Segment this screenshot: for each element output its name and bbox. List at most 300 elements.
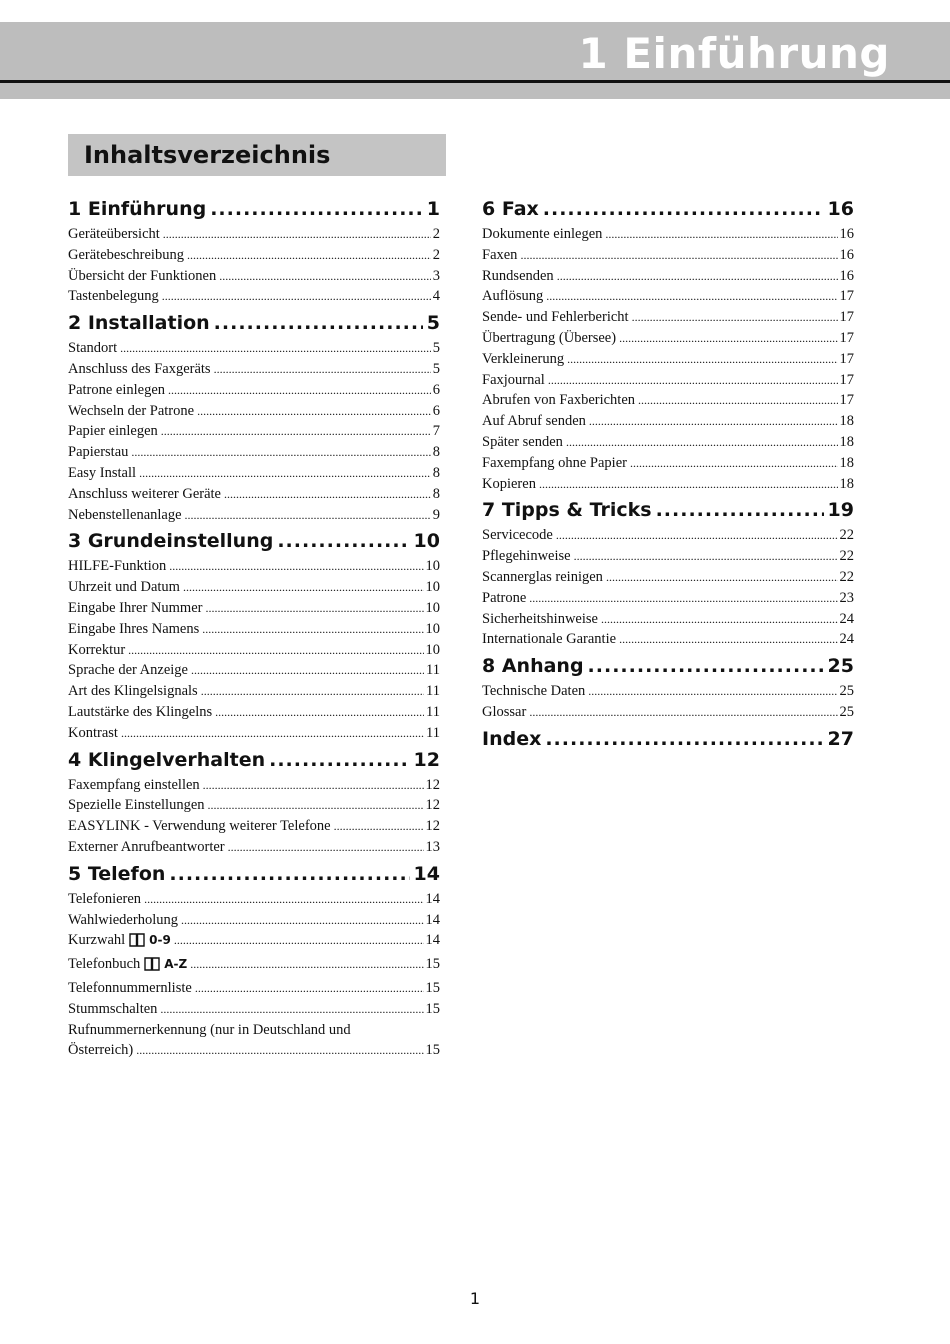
entry-label: Pflegehinweise [482, 548, 571, 565]
entry-page: 22 [839, 548, 854, 565]
entry-page: 22 [839, 527, 854, 544]
entry-page: 17 [839, 371, 854, 388]
toc-entry[interactable] [68, 723, 440, 744]
toc-entry[interactable] [482, 702, 854, 723]
entry-label: Sende- und Fehlerbericht [482, 309, 629, 326]
section-page: 14 [413, 862, 440, 885]
toc-section [68, 860, 440, 1061]
toc-entry[interactable] [68, 889, 440, 910]
toc-entry[interactable] [482, 432, 854, 453]
entry-label-continued: Österreich) [68, 1042, 134, 1059]
toc-entry[interactable] [482, 370, 854, 391]
entry-label: Kontrast [68, 724, 118, 741]
entry-label-group [482, 474, 536, 495]
entry-label-group [68, 286, 159, 307]
toc-section [482, 496, 854, 650]
entry-page: 11 [426, 724, 440, 741]
entry-label-group [68, 723, 118, 744]
dot-leader [215, 702, 424, 723]
toc-entry-line [68, 1040, 440, 1061]
page-number: 1 [469, 1289, 481, 1308]
toc-entry[interactable] [68, 660, 440, 681]
entry-label-group [482, 588, 526, 609]
entry-page: 3 [432, 267, 440, 284]
toc-entry[interactable] [68, 266, 440, 287]
entry-page: 5 [432, 360, 440, 377]
entry-page: 24 [839, 610, 854, 627]
dot-leader [520, 245, 837, 266]
entry-page: 16 [839, 246, 854, 263]
dot-leader [632, 307, 838, 328]
dot-leader [605, 224, 837, 245]
entry-label: Übersicht der Funktionen [68, 267, 217, 284]
toc-entry[interactable] [68, 484, 440, 505]
entry-label-group [68, 775, 200, 796]
toc-entry[interactable] [482, 546, 854, 567]
dot-leader [656, 496, 824, 524]
toc-entry[interactable] [68, 224, 440, 245]
toc-entry[interactable] [482, 349, 854, 370]
toc-entry[interactable] [482, 266, 854, 287]
toc-entry[interactable] [68, 681, 440, 702]
entry-page: 14 [425, 911, 440, 928]
entry-page: 17 [839, 288, 854, 305]
toc-entry[interactable] [68, 978, 440, 999]
entry-label: Telefonnummernliste [68, 979, 192, 996]
entry-page: 8 [432, 444, 440, 461]
entry-page: 17 [839, 329, 854, 346]
toc-entry[interactable] [68, 816, 440, 837]
dot-leader [529, 588, 837, 609]
dot-leader [190, 954, 423, 975]
section-title: 2 Installation [68, 312, 210, 335]
entry-label-group [482, 681, 585, 702]
toc-heading-box [68, 134, 446, 176]
entry-page: 10 [425, 599, 440, 616]
dot-leader [277, 527, 409, 555]
entry-label-group [68, 978, 192, 999]
toc-entry[interactable] [68, 837, 440, 858]
dot-leader [161, 421, 431, 442]
dot-leader [606, 567, 838, 588]
entry-label-group [68, 954, 187, 978]
toc-section-heading[interactable] [482, 725, 854, 753]
dot-leader [556, 525, 838, 546]
toc-entry[interactable] [482, 609, 854, 630]
toc-section [482, 195, 854, 494]
entry-label-group [68, 484, 221, 505]
entry-label-group [68, 702, 212, 723]
toc-entry[interactable] [482, 474, 854, 495]
entry-label-group [68, 640, 125, 661]
entry-label-group [68, 359, 211, 380]
phonebook-icon [129, 932, 145, 954]
dot-leader [169, 556, 423, 577]
entry-label: Spezielle Einstellungen [68, 797, 205, 814]
toc-entry[interactable] [68, 795, 440, 816]
toc-entry[interactable] [68, 775, 440, 796]
toc-section-heading[interactable] [482, 496, 854, 524]
entry-page: 15 [425, 979, 440, 996]
toc-section-heading[interactable] [68, 195, 440, 223]
dot-leader [567, 349, 837, 370]
toc-heading: Inhaltsverzeichnis [84, 141, 331, 169]
entry-page: 6 [432, 381, 440, 398]
entry-label: Patrone [482, 589, 527, 606]
entry-page: 6 [432, 402, 440, 419]
dot-leader [187, 245, 431, 266]
dot-leader [539, 474, 838, 495]
dot-leader [163, 224, 431, 245]
header-strip [0, 83, 950, 99]
entry-page: 4 [432, 288, 440, 305]
dot-leader [174, 930, 424, 951]
entry-label-group [68, 463, 136, 484]
entry-label: Eingabe Ihrer Nummer [68, 599, 203, 616]
entry-label-group [482, 390, 635, 411]
entry-page: 2 [432, 226, 440, 242]
toc-entry[interactable] [68, 598, 440, 619]
dot-leader [210, 195, 423, 223]
entry-label-group [482, 609, 598, 630]
entry-label: Rundsenden [482, 267, 554, 284]
toc-section [68, 527, 440, 743]
entry-page: 18 [839, 475, 854, 492]
entry-page: 11 [426, 662, 440, 679]
dot-leader [630, 453, 838, 474]
toc-right-column [482, 195, 854, 754]
entry-label: Technische Daten [482, 683, 586, 700]
entry-label: Telefonbuch [68, 956, 141, 973]
toc-section [482, 725, 854, 753]
entry-label: Wechseln der Patrone [68, 402, 195, 419]
entry-page: 10 [425, 579, 440, 596]
entry-page: 17 [839, 309, 854, 326]
entry-label-group [68, 837, 225, 858]
dot-leader [139, 463, 431, 484]
entry-label: Sprache der Anzeige [68, 662, 188, 679]
entry-label: Rufnummernerkennung (nur in Deutschland und [68, 1021, 351, 1038]
section-title: 3 Grundeinstellung [68, 530, 274, 553]
entry-label: Papierstau [68, 444, 129, 461]
phonebook-icon [144, 956, 160, 978]
entry-label: Anschluss weiterer Geräte [68, 485, 221, 502]
dot-leader [224, 484, 431, 505]
section-title: 8 Anhang [482, 655, 584, 678]
section-title: Index [482, 727, 542, 750]
dot-leader [202, 619, 423, 640]
entry-page: 16 [839, 267, 854, 284]
entry-page: 8 [432, 485, 440, 502]
dot-leader [136, 1040, 423, 1061]
toc-entry[interactable] [68, 1020, 440, 1062]
dot-leader [574, 546, 838, 567]
toc-entry[interactable] [482, 567, 854, 588]
toc-section [68, 309, 440, 525]
dot-leader [543, 195, 824, 223]
entry-label: Kurzwahl [68, 932, 126, 949]
entry-label-group [68, 505, 182, 526]
entry-label: Internationale Garantie [482, 631, 617, 648]
dot-leader [131, 442, 430, 463]
toc-entry[interactable] [482, 411, 854, 432]
entry-label-group [68, 795, 205, 816]
entry-label-group [68, 421, 158, 442]
entry-page: 23 [839, 589, 854, 606]
toc-entry[interactable] [482, 328, 854, 349]
entry-label-group [68, 619, 199, 640]
entry-page: 15 [425, 1042, 440, 1059]
entry-label-group [482, 702, 526, 723]
entry-page: 12 [425, 818, 440, 835]
entry-page: 15 [425, 1000, 440, 1017]
dot-leader [185, 505, 431, 526]
dot-leader [181, 910, 424, 931]
entry-label: Auf Abruf senden [482, 413, 586, 430]
entry-page: 10 [425, 641, 440, 658]
entry-label: Nebenstellenanlage [68, 506, 182, 523]
dot-leader [619, 629, 837, 650]
toc-entry[interactable] [482, 525, 854, 546]
entry-label: Lautstärke des Klingelns [68, 703, 213, 720]
dot-leader [195, 978, 424, 999]
toc-entry[interactable] [482, 588, 854, 609]
section-page: 19 [827, 499, 854, 522]
entry-label-group [482, 629, 616, 650]
entry-label-group [482, 411, 586, 432]
toc-entry[interactable] [68, 463, 440, 484]
entry-label: Telefonieren [68, 890, 142, 907]
entry-page: 14 [425, 932, 440, 949]
entry-page: 25 [839, 703, 854, 720]
entry-page: 11 [426, 683, 440, 700]
toc-entry[interactable] [68, 338, 440, 359]
entry-page: 22 [839, 568, 854, 585]
dot-leader [601, 609, 838, 630]
entry-page: 10 [425, 620, 440, 637]
entry-label: Faxempfang einstellen [68, 776, 200, 793]
dot-leader [219, 266, 431, 287]
entry-label-group [68, 816, 331, 837]
toc-entry[interactable] [482, 286, 854, 307]
dot-leader [183, 577, 424, 598]
toc-entry[interactable] [68, 930, 440, 954]
toc-entry[interactable] [68, 556, 440, 577]
entry-label: Geräteübersicht [68, 226, 160, 242]
dot-leader [144, 889, 423, 910]
toc-section-heading[interactable] [68, 746, 440, 774]
section-title: 5 Telefon [68, 862, 166, 885]
entry-label-group [68, 266, 216, 287]
entry-label: Auflösung [482, 288, 544, 305]
entry-page: 17 [839, 392, 854, 409]
toc-section-heading[interactable] [68, 860, 440, 888]
entry-page: 12 [425, 797, 440, 814]
toc-entry[interactable] [68, 702, 440, 723]
entry-page: 24 [839, 631, 854, 648]
toc-entry[interactable] [68, 245, 440, 266]
section-page: 25 [827, 655, 854, 678]
toc-entry[interactable] [68, 401, 440, 422]
entry-page: 25 [839, 683, 854, 700]
entry-label-group [68, 338, 117, 359]
entry-page: 11 [426, 703, 440, 720]
entry-page: 10 [425, 558, 440, 575]
toc-entry[interactable] [482, 245, 854, 266]
dot-leader [334, 816, 424, 837]
entry-label: Faxen [482, 246, 518, 263]
entry-page: 2 [432, 246, 440, 263]
toc-entry[interactable] [482, 453, 854, 474]
entry-label-group [482, 546, 571, 567]
toc-entry[interactable] [68, 640, 440, 661]
entry-label: Faxjournal [482, 371, 545, 388]
entry-page: 13 [425, 838, 440, 855]
entry-label-group [68, 681, 198, 702]
entry-label: Servicecode [482, 527, 553, 544]
dot-leader [191, 660, 424, 681]
section-title: 4 Klingelverhalten [68, 748, 266, 771]
entry-label: Uhrzeit und Datum [68, 579, 180, 596]
toc-entry[interactable] [68, 286, 440, 307]
entry-label: Easy Install [68, 464, 137, 481]
dot-leader [214, 309, 423, 337]
entry-page: 15 [425, 956, 440, 973]
toc-entry[interactable] [68, 999, 440, 1020]
dot-leader [162, 286, 431, 307]
dot-leader [548, 370, 838, 391]
entry-label: Faxempfang ohne Papier [482, 454, 627, 471]
dot-leader [545, 725, 823, 753]
section-title: 7 Tipps & Tricks [482, 499, 652, 522]
entry-label-group [482, 266, 554, 287]
entry-label: EASYLINK - Verwendung weiterer Telefone [68, 818, 331, 835]
toc-entry[interactable] [68, 577, 440, 598]
entry-label: Externer Anrufbeantworter [68, 838, 225, 855]
toc-section-heading[interactable] [68, 309, 440, 337]
entry-label-group [482, 370, 545, 391]
toc-entry[interactable] [68, 442, 440, 463]
toc-section-heading[interactable] [482, 195, 854, 223]
entry-label-group [68, 442, 128, 463]
entry-label-group [482, 525, 553, 546]
toc-entry[interactable] [68, 910, 440, 931]
entry-label: Patrone einlegen [68, 381, 166, 398]
entry-label-group [68, 556, 166, 577]
section-page: 12 [413, 748, 440, 771]
key-range-label: 0-9 [149, 933, 171, 948]
dot-leader [638, 390, 837, 411]
entry-label: Übertragung (Übersee) [482, 329, 617, 346]
entry-label-group [482, 349, 564, 370]
entry-label: HILFE-Funktion [68, 558, 167, 575]
entry-page: 18 [839, 454, 854, 471]
entry-label-group [482, 432, 563, 453]
dot-leader [203, 775, 424, 796]
entry-label: Tastenbelegung [68, 288, 159, 305]
entry-label: Stummschalten [68, 1000, 158, 1017]
dot-leader [169, 860, 409, 888]
toc-entry[interactable] [68, 619, 440, 640]
toc-entry[interactable] [68, 421, 440, 442]
entry-label-group [68, 999, 157, 1020]
entry-page: 8 [432, 464, 440, 481]
entry-label: Dokumente einlegen [482, 226, 603, 242]
toc-entry[interactable] [482, 390, 854, 411]
entry-label: Eingabe Ihres Namens [68, 620, 200, 637]
entry-page: 17 [839, 350, 854, 367]
toc-entry[interactable] [68, 954, 440, 978]
toc-entry[interactable] [68, 380, 440, 401]
toc-left-column [68, 195, 440, 1061]
dot-leader [619, 328, 837, 349]
entry-page: 7 [432, 423, 440, 440]
entry-label: Später senden [482, 433, 563, 450]
entry-label-group [482, 567, 603, 588]
entry-page: 9 [432, 506, 440, 523]
dot-leader [168, 380, 431, 401]
entry-label: Abrufen von Faxberichten [482, 392, 636, 409]
dot-leader [588, 652, 824, 680]
toc-section [482, 652, 854, 723]
entry-label-group [68, 245, 184, 266]
toc-entry[interactable] [482, 307, 854, 328]
entry-label: Papier einlegen [68, 423, 158, 440]
chapter-title: 1 Einführung [578, 29, 890, 78]
toc-entry[interactable] [482, 629, 854, 650]
entry-label-group [68, 224, 160, 245]
dot-leader [128, 640, 423, 661]
entry-label-group [68, 598, 202, 619]
dot-leader [588, 681, 837, 702]
dot-leader [121, 723, 424, 744]
entry-label: Gerätebeschreibung [68, 246, 184, 263]
entry-label-group [482, 245, 517, 266]
entry-page: 16 [839, 226, 854, 242]
entry-page: 5 [432, 340, 440, 357]
entry-label-group [68, 660, 188, 681]
section-page: 5 [426, 312, 440, 335]
toc-entry[interactable] [482, 681, 854, 702]
entry-page: 18 [839, 413, 854, 430]
entry-label-group [68, 401, 194, 422]
entry-label: Anschluss des Faxgeräts [68, 360, 211, 377]
section-page: 10 [413, 530, 440, 553]
toc-entry[interactable] [482, 224, 854, 245]
dot-leader [201, 681, 424, 702]
toc-section-heading[interactable] [482, 652, 854, 680]
section-title: 1 Einführung [68, 198, 207, 220]
toc-entry[interactable] [68, 505, 440, 526]
entry-label-group [68, 380, 165, 401]
toc-entry[interactable] [68, 359, 440, 380]
dot-leader [120, 338, 431, 359]
dot-leader [214, 359, 431, 380]
toc-section-heading[interactable] [68, 527, 440, 555]
entry-label-group [482, 224, 602, 245]
entry-label-group [68, 889, 141, 910]
section-title: 6 Fax [482, 198, 539, 220]
entry-label-group [482, 328, 616, 349]
section-page: 16 [827, 198, 854, 220]
entry-label-group [482, 286, 543, 307]
entry-label-group [482, 453, 627, 474]
dot-leader [546, 286, 837, 307]
dot-leader [208, 795, 424, 816]
entry-label-group [68, 577, 180, 598]
toc-section [68, 195, 440, 307]
entry-label: Scannerglas reinigen [482, 568, 603, 585]
